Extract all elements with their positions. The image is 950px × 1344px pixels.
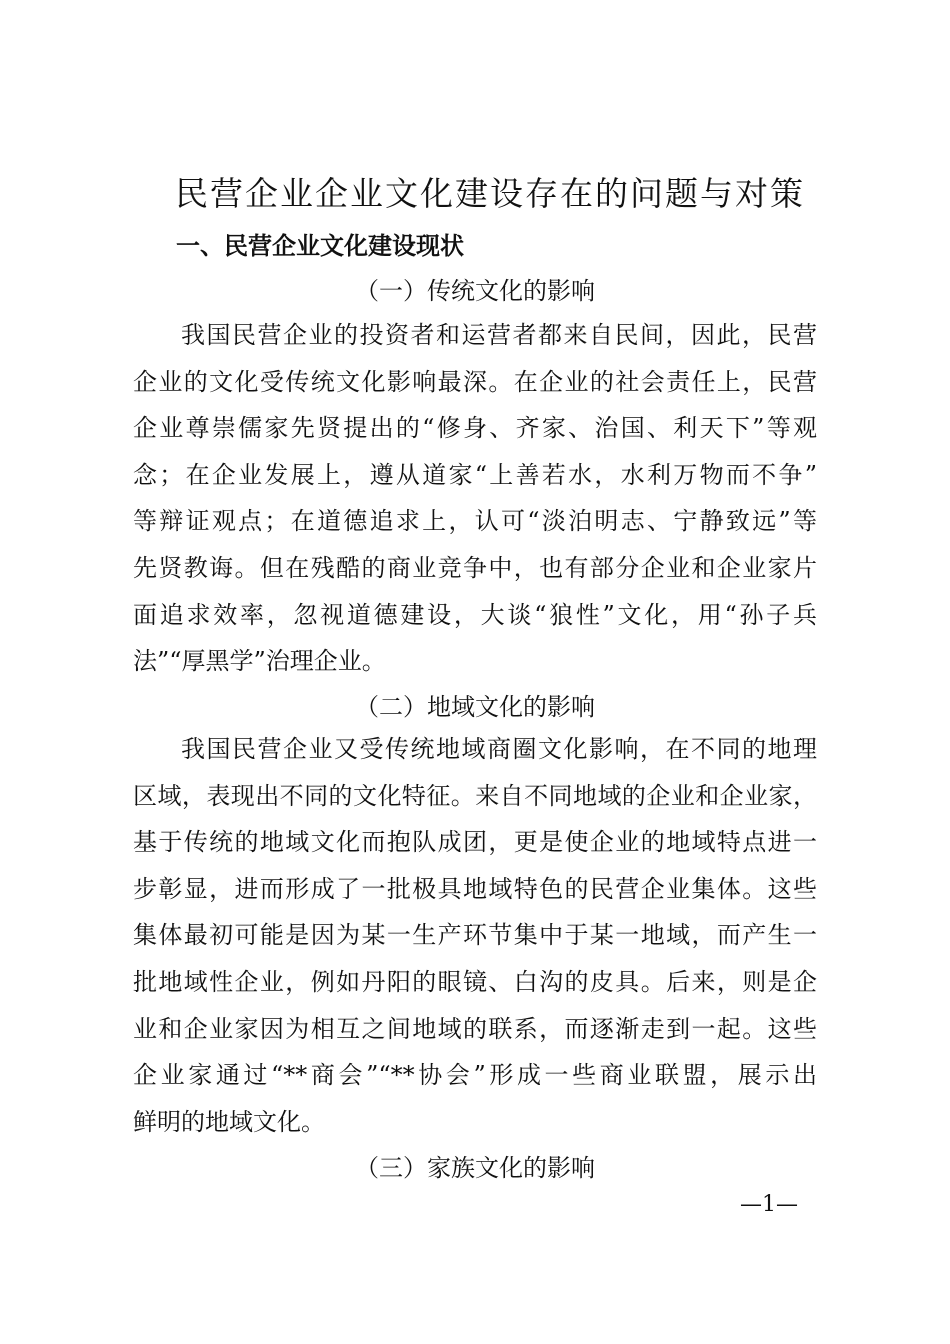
paragraph-line: 区域，表现出不同的文化特征。来自不同地域的企业和企业家， [133,781,817,810]
paragraph-line: 企业尊崇儒家先贤提出的“修身、齐家、治国、利天下”等观 [133,414,817,443]
paragraph-line: 我国民营企业又受传统地域商圈文化影响，在不同的地理 [181,735,817,763]
paragraph-line: 集体最初可能是因为某一生产环节集中于某一地域，而产生一 [133,921,817,950]
subsection-heading-traditional-culture: （一）传统文化的影响 [355,277,595,305]
section-heading-1: 一、民营企业文化建设现状 [176,232,464,260]
paragraph-line: 业和企业家因为相互之间地域的联系，而逐渐走到一起。这些 [133,1014,817,1043]
paragraph-line: 面追求效率，忽视道德建设，大谈“狼性”文化，用“孙子兵 [133,600,817,629]
subsection-heading-regional-culture: （二）地域文化的影响 [355,693,595,721]
paragraph-line: 基于传统的地域文化而抱队成团，更是使企业的地域特点进一 [133,828,817,857]
paragraph-line: 念；在企业发展上，遵从道家“上善若水，水利万物而不争” [133,460,817,489]
paragraph-line: 等辩证观点；在道德追求上，认可“淡泊明志、宁静致远”等 [133,507,817,536]
subsection-heading-family-culture: （三）家族文化的影响 [355,1154,595,1182]
paragraph-line: 批地域性企业，例如丹阳的眼镜、白沟的皮具。后来，则是企 [133,967,817,996]
paragraph-line: 鲜明的地域文化。 [133,1107,325,1136]
paragraph-line: 我国民营企业的投资者和运营者都来自民间，因此，民营 [181,321,817,349]
paragraph-line: 先贤教诲。但在残酷的商业竞争中，也有部分企业和企业家片 [133,553,817,582]
paragraph-traditional-culture [133,312,817,685]
document-title: 民营企业企业文化建设存在的问题与对策 [175,174,805,213]
paragraph-regional-culture [133,726,817,1145]
paragraph-line: 步彰显，进而形成了一批极具地域特色的民营企业集体。这些 [133,874,817,903]
paragraph-line: 企业的文化受传统文化影响最深。在企业的社会责任上，民营 [133,367,817,396]
paragraph-line: 企业家通过“**商会”“**协会”形成一些商业联盟，展示出 [133,1061,817,1090]
paragraph-line: 法”“厚黑学”治理企业。 [133,647,386,676]
page-number: —1— [740,1192,798,1217]
